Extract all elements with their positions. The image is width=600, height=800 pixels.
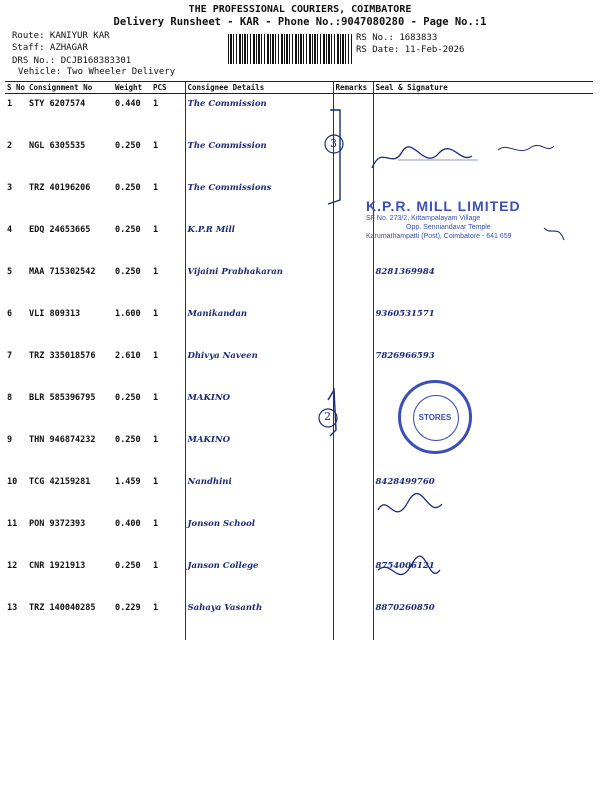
- staff-label: Staff: AZHAGAR: [12, 43, 88, 53]
- cell-pcs: 1: [153, 183, 159, 193]
- cell-consignment: TRZ 335018576: [29, 351, 96, 361]
- cell-consignment: TRZ 40196206: [29, 183, 91, 193]
- cell-signature: 8281369984: [373, 262, 593, 304]
- cell-signature: 7826966593: [373, 346, 593, 388]
- seal-text: STORES: [418, 413, 452, 422]
- cell-weight: 0.440: [115, 99, 141, 109]
- remarks-brackets: [300, 100, 360, 460]
- cell-consignee: MAKINO: [185, 430, 333, 472]
- stamp-line-2: Opp. Senniandavar Temple: [406, 224, 491, 231]
- cell-pcs: 1: [153, 99, 159, 109]
- cell-weight: 0.250: [115, 393, 141, 403]
- stamp-line-1: SF No. 273/2, Kittampalayam Village: [366, 215, 481, 222]
- cell-pcs: 1: [153, 309, 159, 319]
- cell-weight: 0.400: [115, 519, 141, 529]
- cell-consignee: Janson College: [185, 556, 333, 598]
- cell-consignee: The Commission: [185, 94, 333, 137]
- col-remarks: Remarks: [333, 82, 373, 94]
- col-seal: Seal & Signature: [373, 82, 593, 94]
- cell-consignee: K.P.R Mill: [185, 220, 333, 262]
- cell-pcs: 1: [153, 393, 159, 403]
- cell-signature: 8754006121: [373, 556, 593, 598]
- cell-consignment: PON 9372393: [29, 519, 86, 529]
- cell-weight: 1.600: [115, 309, 141, 319]
- cell-sno: 3: [7, 183, 13, 193]
- cell-remarks: [333, 556, 373, 598]
- table-row: [5, 598, 593, 640]
- stamp-line-3: Karumathampatti (Post), Coimbatore - 641 659: [366, 233, 512, 240]
- cell-remarks: [333, 598, 373, 640]
- stamp-name: K.P.R. MILL LIMITED: [366, 198, 521, 214]
- cell-consignment: CNR 1921913: [29, 561, 86, 571]
- cell-consignment: THN 946874232: [29, 435, 96, 445]
- company-stamp: [366, 198, 576, 262]
- cell-sno: 1: [7, 99, 13, 109]
- cell-signature: [373, 94, 593, 137]
- cell-pcs: 1: [153, 435, 159, 445]
- cell-signature: 8428499760: [373, 472, 593, 514]
- cell-consignment: MAA 715302542: [29, 267, 96, 277]
- cell-pcs: 1: [153, 603, 159, 613]
- cell-consignee: Dhivya Naveen: [185, 346, 333, 388]
- cell-consignee: Nandhini: [185, 472, 333, 514]
- col-sno: S No: [7, 83, 26, 92]
- round-seal: [398, 380, 472, 454]
- cell-remarks: [333, 472, 373, 514]
- cell-consignment: EDQ 24653665: [29, 225, 91, 235]
- cell-sno: 4: [7, 225, 13, 235]
- cell-sno: 5: [7, 267, 13, 277]
- cell-weight: 0.250: [115, 561, 141, 571]
- col-pcs: PCS: [151, 82, 185, 94]
- cell-sno: 8: [7, 393, 13, 403]
- rs-number: RS No.: 1683833: [356, 33, 438, 43]
- cell-pcs: 1: [153, 561, 159, 571]
- cell-sno: 12: [7, 561, 18, 571]
- cell-pcs: 1: [153, 141, 159, 151]
- cell-sno: 7: [7, 351, 13, 361]
- cell-consignee: Manikandan: [185, 304, 333, 346]
- cell-sno: 11: [7, 519, 18, 529]
- remark-mark-3: 3: [330, 137, 337, 150]
- barcode: [228, 34, 352, 64]
- cell-pcs: 1: [153, 519, 159, 529]
- cell-pcs: 1: [153, 267, 159, 277]
- col-weight: Weight: [113, 82, 151, 94]
- cell-weight: 0.250: [115, 267, 141, 277]
- cell-weight: 0.250: [115, 435, 141, 445]
- rs-date: RS Date: 11-Feb-2026: [356, 45, 465, 55]
- cell-consignment: TRZ 140040285: [29, 603, 96, 613]
- col-consignee: Consignee Details: [185, 82, 333, 94]
- cell-consignment: STY 6207574: [29, 99, 86, 109]
- remark-mark-2: 2: [324, 410, 331, 423]
- runsheet-subtitle: Delivery Runsheet - KAR - Phone No.:9047080280 - Page No.:1: [113, 16, 487, 28]
- cell-sno: 10: [7, 477, 18, 487]
- table-row: [5, 94, 593, 137]
- cell-pcs: 1: [153, 225, 159, 235]
- cell-weight: 1.459: [115, 477, 141, 487]
- cell-weight: 0.229: [115, 603, 141, 613]
- cell-consignment: TCG 42159281: [29, 477, 91, 487]
- cell-signature: 9360531571: [373, 304, 593, 346]
- cell-consignee: Jonson School: [185, 514, 333, 556]
- cell-weight: 0.250: [115, 225, 141, 235]
- cell-consignment: NGL 6305535: [29, 141, 86, 151]
- cell-pcs: 1: [153, 351, 159, 361]
- table-header-row: [5, 82, 593, 94]
- cell-remarks: [333, 514, 373, 556]
- cell-sno: 2: [7, 141, 13, 151]
- cell-consignment: BLR 585396795: [29, 393, 96, 403]
- company-title: THE PROFESSIONAL COURIERS, COIMBATORE: [188, 4, 412, 15]
- cell-sno: 6: [7, 309, 13, 319]
- cell-weight: 0.250: [115, 141, 141, 151]
- cell-consignee: Sahaya Vasanth: [185, 598, 333, 640]
- vehicle-label: Vehicle: Two Wheeler Delivery: [18, 67, 176, 77]
- col-consignment: Consignment No: [27, 82, 113, 94]
- cell-consignee: The Commission: [185, 136, 333, 178]
- cell-consignment: VLI 809313: [29, 309, 81, 319]
- cell-signature: 8870260850: [373, 598, 593, 640]
- cell-consignee: Vijaini Prabhakaran: [185, 262, 333, 304]
- cell-weight: 0.250: [115, 183, 141, 193]
- cell-consignee: The Commissions: [185, 178, 333, 220]
- cell-consignee: MAKINO: [185, 388, 333, 430]
- route-label: Route: KANIYUR KAR: [12, 31, 110, 41]
- cell-pcs: 1: [153, 477, 159, 487]
- drs-number: DRS No.: DCJB168383301: [12, 56, 132, 66]
- cell-sno: 9: [7, 435, 13, 445]
- cell-sno: 13: [7, 603, 18, 613]
- cell-weight: 2.610: [115, 351, 141, 361]
